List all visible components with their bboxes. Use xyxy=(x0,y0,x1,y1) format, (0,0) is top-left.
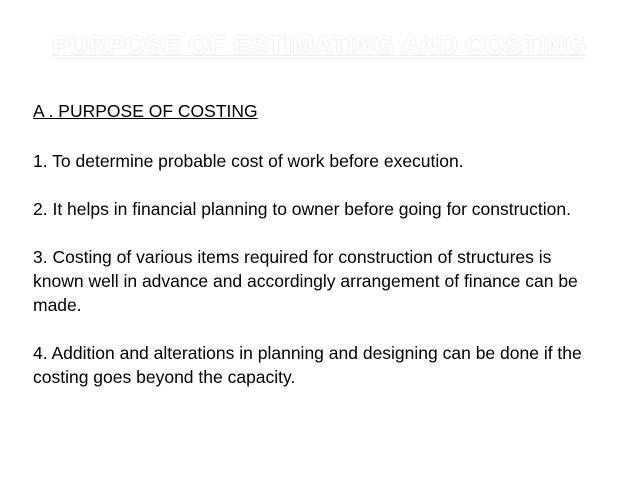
list-item-1: 1. To determine probable cost of work before execution. xyxy=(33,151,464,171)
slide-title: PURPOSE OF ESTIMATING AND COSTING xyxy=(51,30,587,60)
list-item-4: 4. Addition and alterations in planning and designing can be done if the costing goes beyond the capacity. xyxy=(33,343,582,387)
slide-content xyxy=(33,99,593,413)
list-item-2: 2. It helps in financial planning to owner before going for construction. xyxy=(33,199,571,219)
list-item-3: 3. Costing of various items required for construction of structures is known well in advance and accordingly arrangement of finance can be made. xyxy=(33,247,578,315)
section-heading: A . PURPOSE OF COSTING xyxy=(33,101,258,121)
